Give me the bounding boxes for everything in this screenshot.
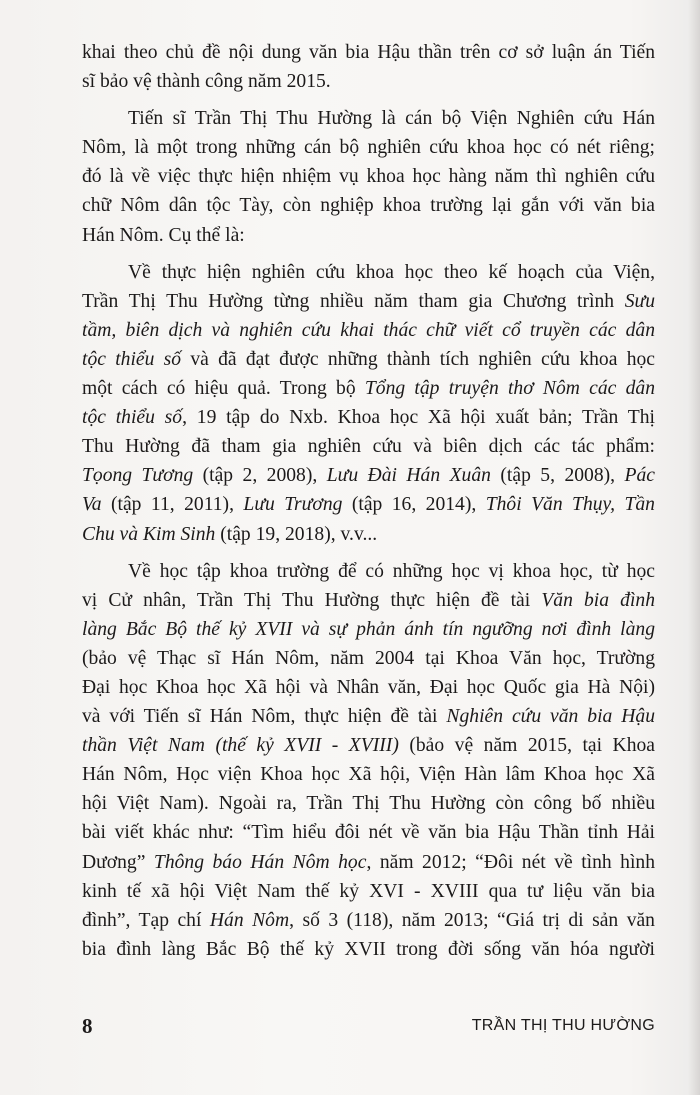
text-line: [82, 906, 655, 935]
text-run: (tập 5, 2008),: [490, 465, 625, 487]
italic-title: Thông báo Hán Nôm học: [153, 851, 367, 873]
text-run: , năm 2012; “Đôi nét về tình hình: [366, 851, 655, 873]
text-line: Thu Hường đã tham gia nghiên cứu và biên dịch các tác phẩm:: [82, 436, 655, 458]
text-line: bài viết khác như: “Tìm hiểu đôi nét về văn bia Hậu Thần tỉnh Hải: [82, 822, 655, 844]
text-line: đó là về việc thực hiện nhiệm vụ khoa học hàng năm thì nghiên cứu: [82, 166, 655, 188]
text-line: [82, 586, 655, 615]
text-line: Về thực hiện nghiên cứu khoa học theo kế hoạch của Viện,: [128, 261, 655, 283]
text-line: Đại học Khoa học Xã hội và Nhân văn, Đại học Quốc gia Hà Nội): [82, 676, 655, 698]
italic-title: thần Việt Nam (thế kỷ XVII - XVIII): [82, 735, 399, 757]
italic-title: Văn bia đình: [541, 589, 655, 611]
text-run: vị Cử nhân, Trần Thị Thu Hường thực hiện đề tài: [82, 589, 542, 611]
running-head: TRẦN THỊ THU HƯỜNG: [471, 1017, 655, 1034]
text-line: Hán Nôm, Học viện Khoa học Xã hội, Viện Hàn lâm Khoa học Xã: [82, 764, 655, 786]
text-line: Tiến sĩ Trần Thị Thu Hường là cán bộ Viện Nghiên cứu Hán: [128, 108, 655, 130]
text-line: [82, 287, 655, 316]
body-text: [82, 38, 655, 964]
text-line: sĩ bảo vệ thành công năm 2015.: [82, 71, 331, 93]
text-line: khai theo chủ đề nội dung văn bia Hậu thần trên cơ sở luận án Tiến: [82, 42, 655, 63]
text-line: [82, 403, 655, 432]
italic-title: Tọong Tương: [82, 465, 194, 487]
text-line: [82, 731, 655, 760]
text-run: Dương”: [82, 851, 154, 873]
text-run: Trần Thị Thu Hường từng nhiều năm tham gia Chương trình: [82, 290, 625, 312]
italic-title: tầm, biên dịch và nghiên cứu khai thác chữ viết cổ truyền các dân: [82, 319, 655, 341]
italic-title: Va: [82, 494, 102, 516]
page-edge-shadow: [688, 0, 700, 1095]
text-run: một cách có hiệu quả. Trong bộ: [82, 378, 365, 400]
text-run: (tập 11, 2011),: [101, 494, 244, 516]
text-run: và với Tiến sĩ Hán Nôm, thực hiện đề tài: [82, 706, 447, 728]
italic-title: tộc thiểu số: [82, 407, 183, 429]
text-run: , 19 tập do Nxb. Khoa học Xã hội xuất bản; Trần Thị: [182, 407, 655, 429]
italic-title: Lưu Trương: [243, 494, 343, 516]
text-run: đình”, Tạp chí: [82, 909, 210, 931]
text-line: bia đình làng Bắc Bộ thế kỷ XVII trong đời sống văn hóa người: [82, 938, 655, 960]
text-line: Nôm, là một trong những cán bộ nghiên cứu khoa học có nét riêng;: [82, 137, 655, 159]
text-line: hội Việt Nam). Ngoài ra, Trần Thị Thu Hường còn công bố nhiều: [82, 793, 655, 815]
text-line: [82, 848, 655, 877]
italic-title: Lưu Đài Hán Xuân: [326, 465, 491, 487]
text-line: kinh tế xã hội Việt Nam thế kỷ XVI - XVIII qua tư liệu văn bia: [82, 880, 655, 902]
text-line: Về học tập khoa trường để có những học vị khoa học, từ học: [128, 560, 655, 582]
italic-title: Tổng tập truyện thơ Nôm các dân: [364, 378, 655, 400]
text-line: [82, 520, 655, 549]
text-run: , số 3 (118), năm 2013; “Giá trị di sản văn: [289, 909, 655, 931]
text-line: chữ Nôm dân tộc Tày, còn nghiệp khoa trường lại gắn với văn bia: [82, 195, 655, 217]
text-run: (bảo vệ năm 2015, tại Khoa: [398, 735, 655, 757]
italic-title: làng Bắc Bộ thế kỷ XVII và sự phản ánh tín ngưỡng nơi đình làng: [82, 618, 655, 640]
italic-title: Nghiên cứu văn bia Hậu: [446, 706, 655, 728]
text-line: [82, 461, 655, 490]
text-line: [82, 490, 655, 519]
text-line: [82, 345, 655, 374]
text-line: (bảo vệ Thạc sĩ Hán Nôm, năm 2004 tại Khoa Văn học, Trường: [82, 647, 655, 669]
text-line: [82, 374, 655, 403]
page-number: 8: [82, 1014, 93, 1038]
italic-title: tộc thiểu số: [82, 348, 182, 370]
text-run: và đã đạt được những thành tích nghiên cứu khoa học: [181, 348, 655, 370]
italic-title: Sưu: [624, 290, 655, 312]
italic-title: Hán Nôm: [209, 909, 290, 931]
text-run: (tập 16, 2014),: [342, 494, 486, 516]
italic-title: Thôi Văn Thụy, Tần: [485, 494, 655, 516]
text-run: (tập 2, 2008),: [193, 465, 327, 487]
text-line: [82, 702, 655, 731]
text-line: Hán Nôm. Cụ thể là:: [82, 224, 245, 246]
text-run: (tập 19, 2018), v.v...: [215, 523, 378, 545]
text-line: [82, 615, 655, 644]
italic-title: Pác: [624, 465, 655, 487]
page-footer: [82, 1014, 655, 1044]
text-line: [82, 316, 655, 345]
italic-title: Chu và Kim Sinh: [82, 523, 216, 545]
